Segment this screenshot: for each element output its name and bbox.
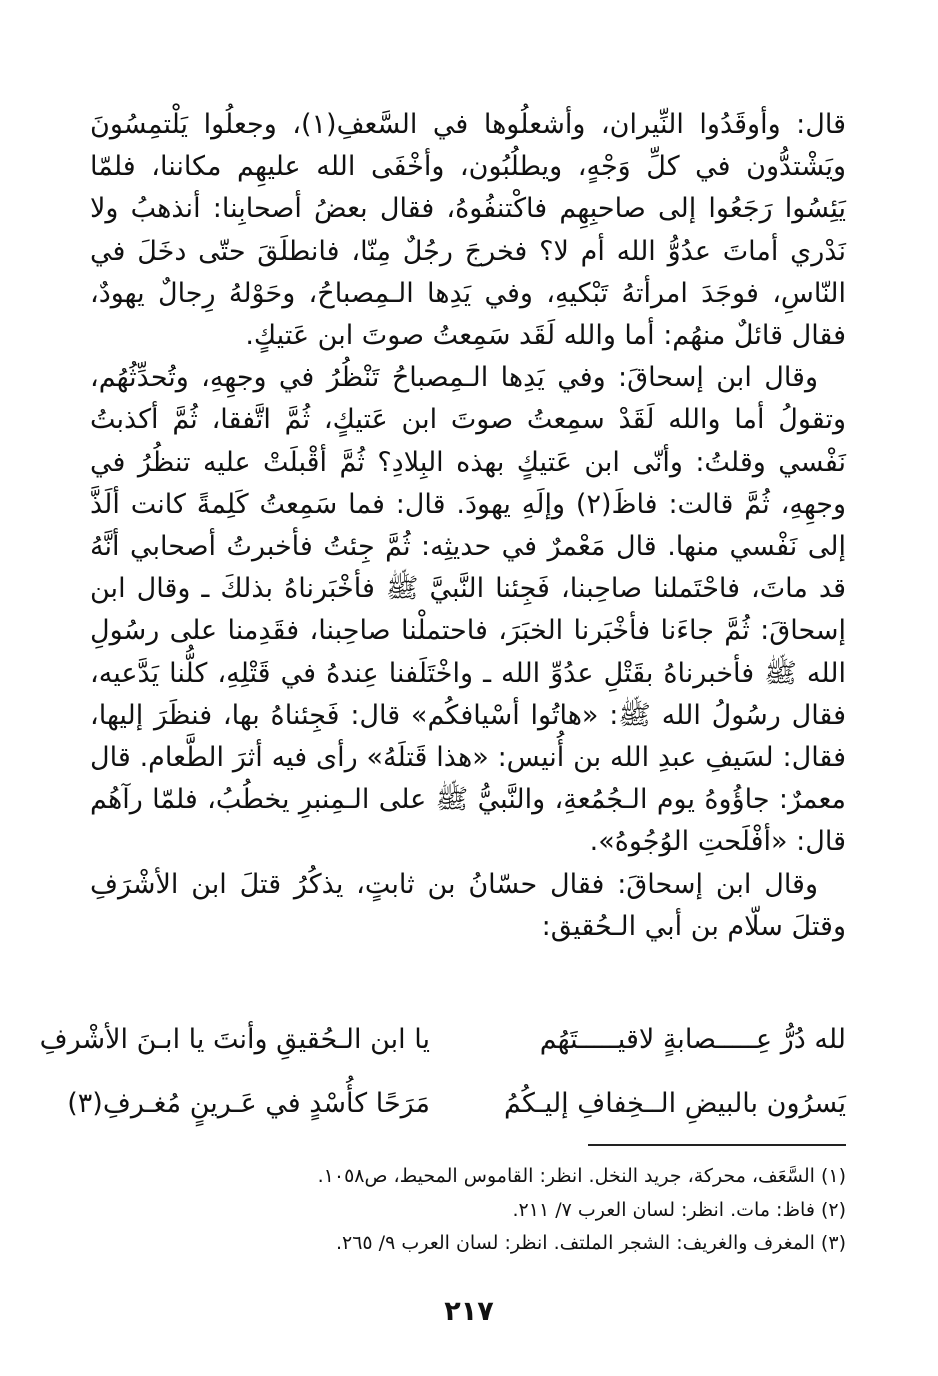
footnote-2: (٢) فاظ: مات. انظر: لسان العرب ٧/ ٢١١. bbox=[512, 1198, 846, 1221]
footnote-1: (١) السَّعَف، محركة، جريد النخل. انظر: القاموس المحيط، ص١٠٥٨. bbox=[317, 1165, 846, 1187]
poem-verse-2 bbox=[67, 1072, 846, 1136]
page-number: ٢١٧ bbox=[444, 1296, 494, 1327]
verse-2-second-hemistich: مَرَحًا كأُسْدٍ في عَـرينٍ مُغـرفِ(٣) bbox=[67, 1088, 430, 1119]
verse-2-first-hemistich: يَسرُون بالبيضِ الــخِفافِ إليـكُمُ bbox=[504, 1088, 846, 1119]
paragraph-1: قال: وأوقَدُوا النِّيران، وأشعلُوها في السَّعفِ(١)، وجعلُوا يَلْتمِسُونَ ويَشْتدُّون في كلِّ وَجْهٍ، ويطلُبُون، وأخْفَى الله عليهِم مكاننا، فلمّا يَئِسُوا رَجَعُوا إلى صاحبِهِم فاكْتنفُوهُ، فقال بعضُ أصحابِنا: أنذهبُ ولا نَدْري أماتَ عدُوُّ الله أم لا؟ فخرجَ رجُلٌ مِنّا، فانطلَقَ حتّى دخَلَ في النّاسِ، فوجَدَ امرأتهُ تَبْكيهِ، وفي يَدِها الـمِصباحُ، وحَوْلهُ رِجالٌ يهودٌ، فقال قائلٌ منهُم: أما والله لَقَد سَمِعتُ صوتَ ابن عَتيكٍ. bbox=[90, 109, 846, 352]
footnote-separator bbox=[588, 1144, 846, 1146]
poem bbox=[39, 1008, 846, 1136]
main-text bbox=[90, 104, 846, 948]
verse-1-second-hemistich: يا ابن الـحُقيقِ وأنتَ يا ابـنَ الأشْرفِ bbox=[39, 1024, 430, 1055]
poem-verse-1 bbox=[39, 1008, 846, 1072]
footnote-3: (٣) المغرف والغريف: الشجر الملتف. انظر: لسان العرب ٩/ ٢٦٥. bbox=[335, 1232, 846, 1254]
paragraph-3: وقال ابن إسحاقَ: فقال حسّانُ بن ثابتٍ، يذكُرُ قتلَ ابن الأشْرَفِ وقتلَ سلّام بن أبي الـحُقيق: bbox=[90, 868, 846, 942]
verse-1-first-hemistich: لله دُرُّ عِـــــصابةٍ لاقيـــــتَهُم bbox=[539, 1024, 846, 1055]
paragraph-2: وقال ابن إسحاقَ: وفي يَدِها الـمِصباحُ تَنْظُرُ في وجهِهِ، وتُحدِّثُهُم، وتقولُ أما والله لَقَدْ سمِعتُ صوتَ ابن عَتيكٍ، ثُمَّ اتَّفقا، ثُمَّ أكذبتُ نَفْسي وقلتُ: وأنّى ابن عَتيكٍ بهذه البِلادِ؟ ثُمَّ أقْبلَتْ عليه تنظُرُ في وجهِهِ، ثُمَّ قالت: فاظَ(٢) وإلَهِ يهودَ. قال: فما سَمِعتُ كَلِمةً كانت ألَذَّ إلى نَفْسي منها. قال مَعْمرٌ في حديثِه: ثُمَّ جِئتُ فأخبرتُ أصحابي أنَّهُ قد ماتَ، فاحْتَملنا صاحِبنا، فَجِئنا النَّبيَّ ﷺ فأخْبَرناهُ بذلكَ ـ وقال ابن إسحاقَ: ثُمَّ جاءَنا فأخْبَرنا الخبَرَ، فاحتملْنا صاحِبنا، فقَدِمنا على رسُولِ الله ﷺ فأخبرناهُ بقَتْلِ عدُوِّ الله ـ واخْتَلَفنا عِندهُ في قَتْلِهِ، كلُّنا يَدَّعيه، فقال رسُولُ الله ﷺ: «هاتُوا أسْيافكُم» قال: فَجِئناهُ بها، فنظَرَ إليها، فقال: لسَيفِ عبدِ الله بن أُنيس: «هذا قَتلَهُ» رأى فيه أثرَ الطَّعام. قال معمرٌ: جاؤُوهُ يوم الـجُمُعةِ، والنَّبيُّ ﷺ على الـمِنبرِ يخطُبُ، فلمّا رآهُم قال: «أفْلَحتِ الوُجُوهُ». bbox=[90, 362, 846, 858]
footnotes bbox=[90, 1160, 846, 1261]
